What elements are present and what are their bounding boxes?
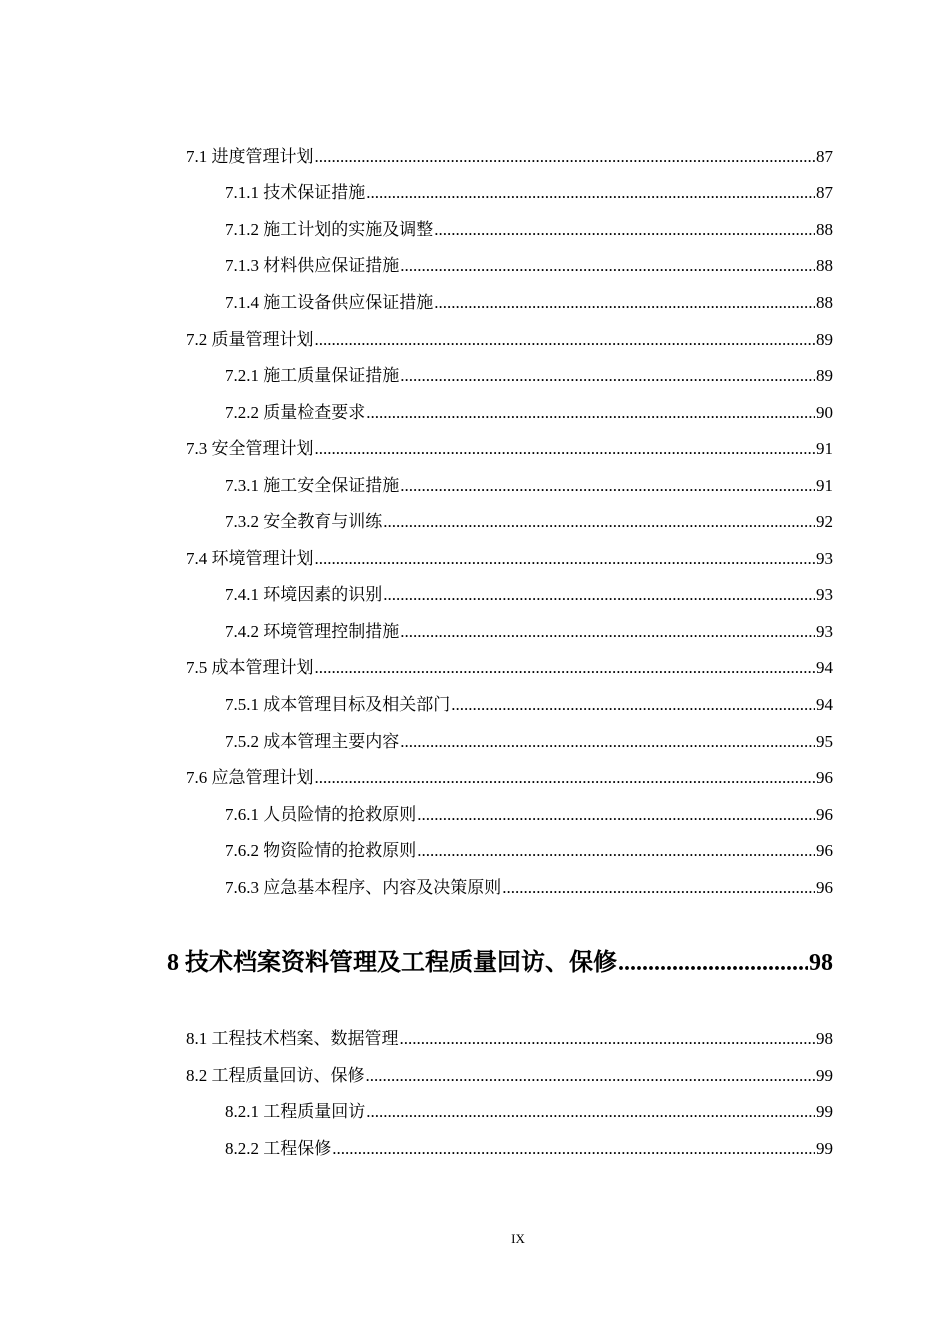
toc-entry-title: 7.5.2 成本管理主要内容 <box>225 732 400 751</box>
dot-leader <box>315 329 816 351</box>
toc-entry-page: 96 <box>816 768 833 787</box>
toc-entry-title: 7.3.2 安全教育与训练 <box>225 512 383 531</box>
toc-entry-title: 8.2.2 工程保修 <box>225 1139 332 1158</box>
dot-leader <box>315 438 816 460</box>
toc-entry-title: 7.3 安全管理计划 <box>186 439 314 458</box>
toc-entry-page: 96 <box>816 878 833 897</box>
toc-entry-7-1-3[interactable] <box>225 255 833 277</box>
dot-leader <box>366 402 815 424</box>
toc-entry-title: 7.1 进度管理计划 <box>186 147 314 166</box>
toc-entry-page: 96 <box>816 841 833 860</box>
toc-entry-8-1[interactable] <box>186 1028 833 1050</box>
dot-leader <box>502 877 815 899</box>
dot-leader <box>434 292 815 314</box>
toc-entry-page: 89 <box>816 366 833 385</box>
toc-entry-title: 7.3.1 施工安全保证措施 <box>225 476 400 495</box>
toc-entry-8-2[interactable] <box>186 1065 833 1087</box>
toc-entry-title: 7.1.2 施工计划的实施及调整 <box>225 220 434 239</box>
toc-entry-page: 99 <box>816 1066 833 1085</box>
toc-entry-7-1-1[interactable] <box>225 182 833 204</box>
dot-leader <box>332 1138 815 1160</box>
toc-entry-page: 87 <box>816 147 833 166</box>
toc-entry-page: 90 <box>816 403 833 422</box>
toc-entry-7-6-2[interactable] <box>225 840 833 862</box>
toc-entry-page: 99 <box>816 1139 833 1158</box>
toc-entry-title: 7.4 环境管理计划 <box>186 549 314 568</box>
toc-entry-page: 93 <box>816 549 833 568</box>
toc-chapter-8[interactable] <box>167 948 833 978</box>
dot-leader <box>366 1101 815 1123</box>
dot-leader <box>315 146 816 168</box>
toc-entry-8-2-2[interactable] <box>225 1138 833 1160</box>
toc-entry-7-1-2[interactable] <box>225 219 833 241</box>
toc-entry-title: 7.2.1 施工质量保证措施 <box>225 366 400 385</box>
toc-entry-title: 7.5 成本管理计划 <box>186 658 314 677</box>
toc-entry-page: 93 <box>816 585 833 604</box>
dot-leader <box>315 767 816 789</box>
toc-entry-page: 94 <box>816 695 833 714</box>
dot-leader <box>618 948 808 978</box>
toc-entry-page: 91 <box>816 476 833 495</box>
toc-entry-title: 8.1 工程技术档案、数据管理 <box>186 1029 399 1048</box>
toc-entry-title: 7.1.3 材料供应保证措施 <box>225 256 400 275</box>
toc-entry-page: 95 <box>816 732 833 751</box>
toc-entry-page: 96 <box>816 805 833 824</box>
toc-entry-title: 7.6 应急管理计划 <box>186 768 314 787</box>
toc-entry-page: 88 <box>816 293 833 312</box>
toc-chapter-title: 8 技术档案资料管理及工程质量回访、保修 <box>167 950 617 976</box>
toc-entry-title: 7.6.3 应急基本程序、内容及决策原则 <box>225 878 502 897</box>
dot-leader <box>400 255 815 277</box>
toc-entry-title: 7.4.1 环境因素的识别 <box>225 585 383 604</box>
toc-entry-7-5-1[interactable] <box>225 694 833 716</box>
dot-leader <box>383 584 815 606</box>
dot-leader <box>451 694 815 716</box>
dot-leader <box>417 840 815 862</box>
toc-entry-7-4-1[interactable] <box>225 584 833 606</box>
toc-entry-page: 87 <box>816 183 833 202</box>
toc-entry-title: 7.2 质量管理计划 <box>186 330 314 349</box>
toc-entry-page: 92 <box>816 512 833 531</box>
toc-entry-page: 88 <box>816 256 833 275</box>
dot-leader <box>315 548 816 570</box>
toc-entry-7-2[interactable] <box>186 329 833 351</box>
toc-entry-7-5[interactable] <box>186 657 833 679</box>
toc-entry-page: 91 <box>816 439 833 458</box>
toc-chapter-page: 98 <box>809 950 833 976</box>
toc-entry-7-3-1[interactable] <box>225 475 833 497</box>
page-number: IX <box>511 1231 525 1246</box>
toc-entry-page: 94 <box>816 658 833 677</box>
toc-entry-7-2-2[interactable] <box>225 402 833 424</box>
dot-leader <box>366 1065 816 1087</box>
toc-entry-title: 7.2.2 质量检查要求 <box>225 403 366 422</box>
toc-entry-7-2-1[interactable] <box>225 365 833 387</box>
toc-entry-page: 88 <box>816 220 833 239</box>
toc-entry-title: 7.1.4 施工设备供应保证措施 <box>225 293 434 312</box>
toc-entry-page: 99 <box>816 1102 833 1121</box>
toc-entry-7-6-3[interactable] <box>225 877 833 899</box>
toc-entry-7-3[interactable] <box>186 438 833 460</box>
toc-entry-7-5-2[interactable] <box>225 731 833 753</box>
dot-leader <box>400 475 815 497</box>
dot-leader <box>417 804 815 826</box>
toc-entry-7-4-2[interactable] <box>225 621 833 643</box>
dot-leader <box>400 621 815 643</box>
toc-entry-title: 7.6.2 物资险情的抢救原则 <box>225 841 417 860</box>
toc-entry-page: 98 <box>816 1029 833 1048</box>
toc-entry-7-1-4[interactable] <box>225 292 833 314</box>
toc-entry-7-6-1[interactable] <box>225 804 833 826</box>
toc-entry-title: 7.6.1 人员险情的抢救原则 <box>225 805 417 824</box>
dot-leader <box>315 657 816 679</box>
toc-entry-page: 89 <box>816 330 833 349</box>
toc-entry-7-1[interactable] <box>186 146 833 168</box>
dot-leader <box>400 1028 816 1050</box>
toc-entry-title: 7.5.1 成本管理目标及相关部门 <box>225 695 451 714</box>
dot-leader <box>366 182 815 204</box>
toc-entry-title: 7.4.2 环境管理控制措施 <box>225 622 400 641</box>
toc-entry-title: 7.1.1 技术保证措施 <box>225 183 366 202</box>
dot-leader <box>434 219 815 241</box>
toc-entry-8-2-1[interactable] <box>225 1101 833 1123</box>
toc-entry-title: 8.2 工程质量回访、保修 <box>186 1066 365 1085</box>
dot-leader <box>400 365 815 387</box>
toc-entry-7-3-2[interactable] <box>225 511 833 533</box>
dot-leader <box>400 731 815 753</box>
toc-entry-title: 8.2.1 工程质量回访 <box>225 1102 366 1121</box>
dot-leader <box>383 511 815 533</box>
toc-entry-7-4[interactable] <box>186 548 833 570</box>
toc-entry-page: 93 <box>816 622 833 641</box>
toc-entry-7-6[interactable] <box>186 767 833 789</box>
